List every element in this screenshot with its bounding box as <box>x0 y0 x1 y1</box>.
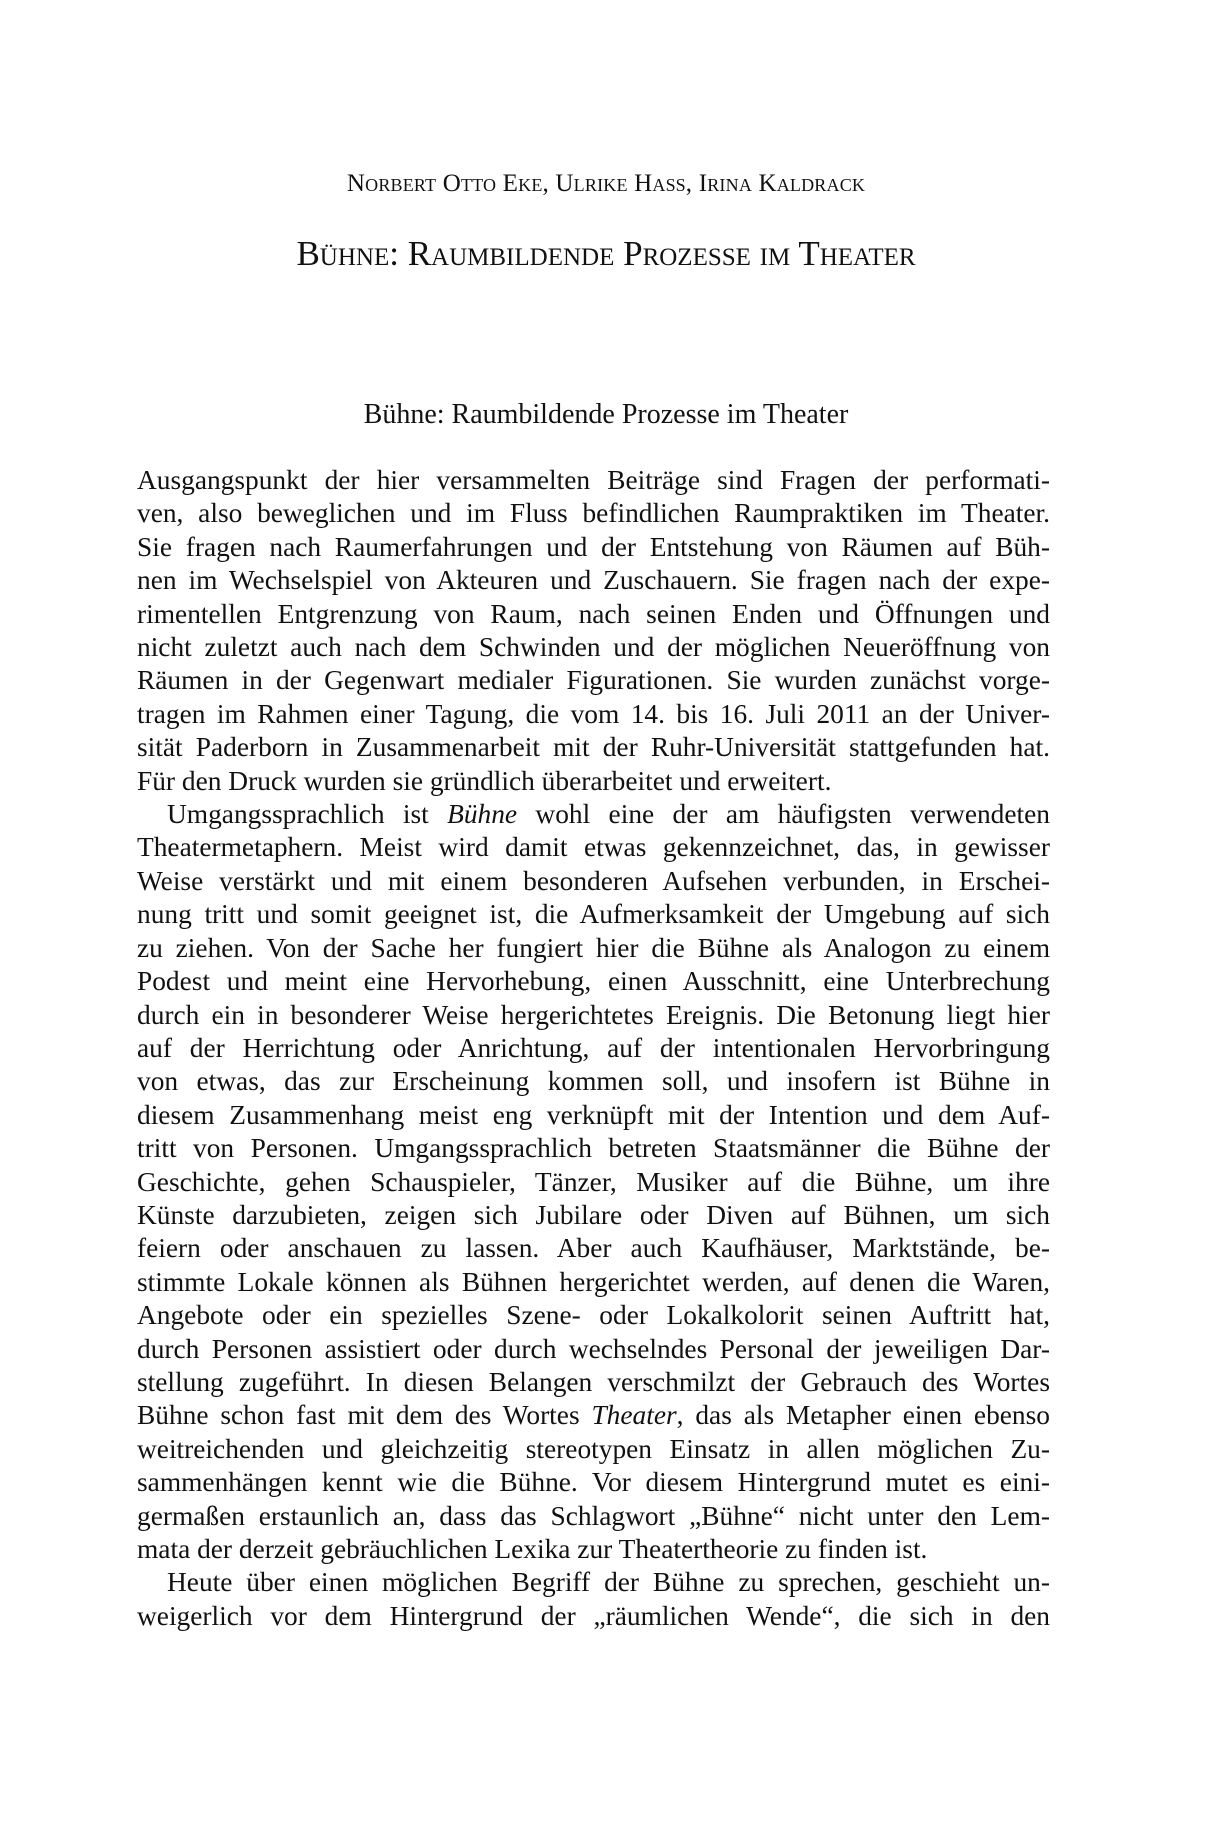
paragraph <box>137 798 1050 1566</box>
text-line: tragen im Rahmen einer Tagung, die vom 14. bis 16. Juli 2011 an der Univer- <box>137 698 1050 729</box>
text-line: zu ziehen. Von der Sache her fungiert hier die Bühne als Analogon zu einem <box>137 932 1050 963</box>
text-line: stimmte Lokale können als Bühnen hergerichtet werden, auf denen die Waren, <box>137 1266 1050 1297</box>
text-line: nen im Wechselspiel von Akteuren und Zuschauern. Sie fragen nach der expe- <box>137 565 1050 596</box>
text-line: von etwas, das zur Erscheinung kommen soll, und insofern ist Bühne in <box>137 1066 1050 1097</box>
text-line: Geschichte, gehen Schauspieler, Tänzer, Musiker auf die Bühne, um ihre <box>137 1166 1050 1197</box>
text-line: Sie fragen nach Raumerfahrungen und der Entstehung von Räumen auf Büh- <box>137 531 1050 562</box>
chapter-title: Bühne: Raumbildende Prozesse im Theater <box>296 234 916 273</box>
text-line: diesem Zusammenhang meist eng verknüpft mit der Intention und dem Auf- <box>137 1099 1050 1130</box>
paragraph <box>137 1566 1050 1633</box>
emphasis: Bühne <box>447 799 518 830</box>
text-line: Räumen in der Gegenwart medialer Figurationen. Sie wurden zunächst vorge- <box>137 665 1050 696</box>
body-text <box>137 464 1050 1633</box>
text-line: Ausgangspunkt der hier versammelten Beiträge sind Fragen der performati- <box>137 465 1050 495</box>
text-line: mata der derzeit gebräuchlichen Lexika zur Theatertheorie zu finden ist. <box>137 1534 928 1564</box>
text-line: Podest und meint eine Hervorhebung, einen Ausschnitt, eine Unterbrechung <box>137 966 1050 997</box>
text-line: weigerlich vor dem Hintergrund der „räumlichen Wende“, die sich in den <box>137 1600 1050 1631</box>
text-line: durch ein in besonderer Weise hergerichtetes Ereignis. Die Betonung liegt hier <box>137 999 1050 1030</box>
text-line: Angebote oder ein spezielles Szene- oder Lokalkolorit seinen Auftritt hat, <box>137 1300 1050 1331</box>
author-line: Norbert Otto Eke, Ulrike Haß, Irina Kaldrack <box>346 170 866 197</box>
text-line: Umgangssprachlich ist Bühne wohl eine der am häufigsten verwendeten <box>167 799 1050 830</box>
text-line: rimentellen Entgrenzung von Raum, nach seinen Enden und Öffnungen und <box>137 598 1050 629</box>
paragraph <box>137 464 1050 798</box>
text-line: auf der Herrichtung oder Anrichtung, auf der intentionalen Hervorbringung <box>137 1032 1050 1063</box>
text-line: ven, also beweglichen und im Fluss befindlichen Raumpraktiken im Theater. <box>137 498 1050 529</box>
text-line: weitreichenden und gleichzeitig stereotypen Einsatz in allen möglichen Zu- <box>137 1433 1050 1464</box>
text-line: Heute über einen möglichen Begriff der Bühne zu sprechen, geschieht un- <box>167 1567 1050 1598</box>
text-line: durch Personen assistiert oder durch wechselndes Personal der jeweiligen Dar- <box>137 1333 1050 1364</box>
text-line: feiern oder anschauen zu lassen. Aber auch Kaufhäuser, Marktstände, be- <box>137 1233 1050 1264</box>
section-heading: Bühne: Raumbildende Prozesse im Theater <box>363 399 849 430</box>
text-line: Für den Druck wurden sie gründlich überarbeitet und erweitert. <box>137 765 832 796</box>
text-line: nicht zuletzt auch nach dem Schwinden und der möglichen Neueröffnung von <box>137 632 1050 663</box>
text-line: sität Paderborn in Zusammenarbeit mit der Ruhr-Universität stattgefunden hat. <box>137 732 1050 763</box>
text-line: Theatermetaphern. Meist wird damit etwas gekennzeichnet, das, in gewisser <box>137 832 1050 863</box>
text-line: tritt von Personen. Umgangssprachlich betreten Staatsmänner die Bühne der <box>137 1133 1050 1164</box>
text-line: Künste darzubieten, zeigen sich Jubilare oder Diven auf Bühnen, um sich <box>137 1199 1050 1230</box>
text-line: Weise verstärkt und mit einem besonderen Aufsehen verbunden, in Erschei- <box>137 865 1050 896</box>
text-line: germaßen erstaunlich an, dass das Schlagwort „Bühne“ nicht unter den Lem- <box>137 1500 1050 1531</box>
text-line: stellung zugeführt. In diesen Belangen verschmilzt der Gebrauch des Wortes <box>137 1366 1050 1397</box>
emphasis: Theater <box>591 1400 677 1431</box>
text-line: sammenhängen kennt wie die Bühne. Vor diesem Hintergrund mutet es eini- <box>137 1467 1050 1498</box>
text-line: nung tritt und somit geeignet ist, die Aufmerksamkeit der Umgebung auf sich <box>137 899 1050 930</box>
text-line: Bühne schon fast mit dem des Wortes Theater, das als Metapher einen ebenso <box>137 1400 1050 1431</box>
